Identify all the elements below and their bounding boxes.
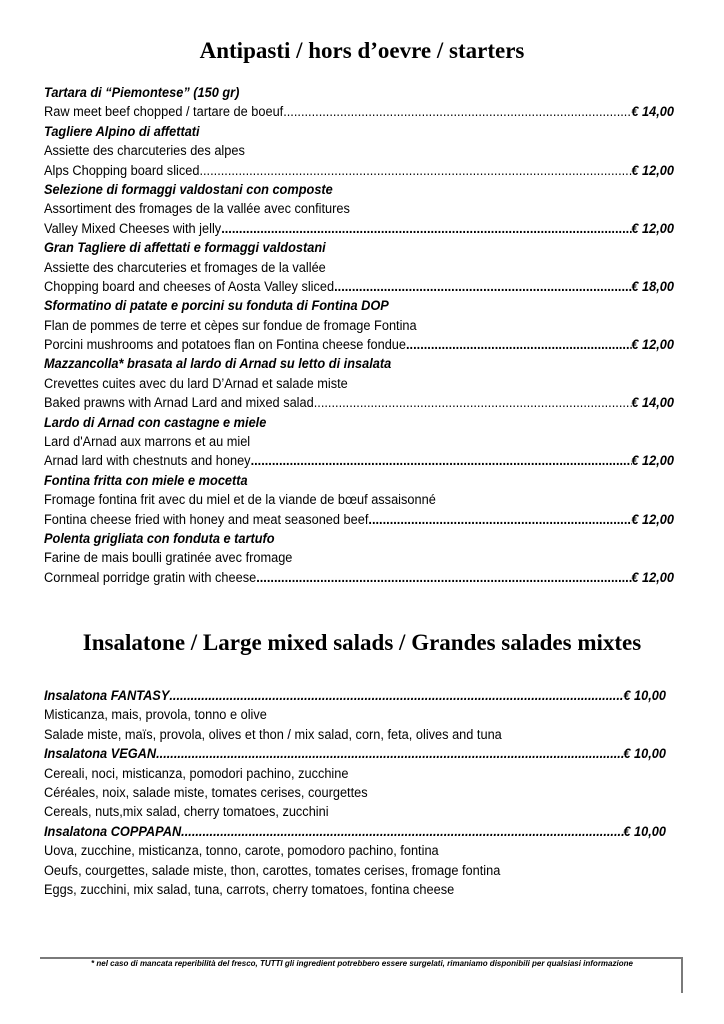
dish-price: € 12,00 <box>631 162 674 179</box>
dish-name: Lardo di Arnad con castagne e miele <box>44 414 267 431</box>
dot-leader <box>283 103 631 122</box>
dish-price-row <box>44 511 674 530</box>
dish-price-row <box>44 162 674 181</box>
antipasti-list <box>44 84 674 588</box>
dish-price-row <box>44 394 674 413</box>
dish-english: Porcini mushrooms and potatoes flan on Fontina cheese fondue <box>44 337 407 354</box>
salads-list <box>44 687 666 900</box>
salad-description: Eggs, zucchini, mix salad, tuna, carrots, cherry tomatoes, fontina cheese <box>44 881 455 898</box>
dish-name: Selezione di formaggi valdostani con composte <box>44 181 333 198</box>
dish-price-row <box>44 220 674 239</box>
dish-description: Farine de mais boulli gratinée avec fromage <box>44 550 293 567</box>
dot-leader <box>314 394 632 413</box>
dish-english: Chopping board and cheeses of Aosta Valley sliced <box>44 278 335 295</box>
dish-price: € 12,00 <box>631 453 674 470</box>
dot-leader <box>251 452 632 471</box>
dot-leader <box>199 162 631 181</box>
salad-price: € 10,00 <box>623 823 666 840</box>
dish-price-row <box>44 103 674 122</box>
dot-leader <box>256 569 631 588</box>
dot-leader <box>156 745 623 764</box>
dish-price-row <box>44 278 674 297</box>
dish-english: Valley Mixed Cheeses with jelly <box>44 220 222 237</box>
dish-description: Assiette des charcuteries et fromages de la vallée <box>44 259 326 276</box>
dish-description: Crevettes cuites avec du lard D’Arnad et salade miste <box>44 375 348 392</box>
dish-english: Raw meet beef chopped / tartare de boeuf <box>44 104 284 121</box>
dish-description: Assortiment des fromages de la vallée avec confitures <box>44 201 350 218</box>
dish-price-row <box>44 452 674 471</box>
dish-name: Polenta grigliata con fonduta e tartufo <box>44 530 275 547</box>
dish-name: Sformatino di patate e porcini su fonduta di Fontina DOP <box>44 298 389 315</box>
salad-price: € 10,00 <box>623 688 666 704</box>
dish-english: Arnad lard with chestnuts and honey <box>44 453 251 470</box>
dish-english: Baked prawns with Arnad Lard and mixed salad <box>44 395 314 412</box>
dot-leader <box>181 823 623 842</box>
salad-row <box>44 823 666 842</box>
dish-name: Tartara di “Piemontese” (150 gr) <box>44 85 240 101</box>
dish-description: Assiette des charcuteries des alpes <box>44 143 245 160</box>
dot-leader <box>334 278 631 297</box>
dish-price: € 18,00 <box>631 278 674 295</box>
salad-price: € 10,00 <box>623 746 666 763</box>
salads-title: Insalatone / Large mixed salads / Grandes salades mixtes <box>82 630 642 655</box>
salad-description: Misticanza, mais, provola, tonno e olive <box>44 707 267 724</box>
salad-row <box>44 745 666 764</box>
dish-price-row <box>44 569 674 588</box>
dish-price-row <box>44 336 674 355</box>
dish-description: Fromage fontina frit avec du miel et de la viande de bœuf assaisonné <box>44 492 436 509</box>
dish-price: € 14,00 <box>631 104 674 121</box>
salad-name: Insalatona FANTASY <box>44 688 170 704</box>
dish-price: € 12,00 <box>631 569 674 586</box>
dish-price: € 12,00 <box>631 511 674 528</box>
dish-name: Fontina fritta con miele e mocetta <box>44 472 248 489</box>
dot-leader <box>406 336 631 355</box>
salad-description: Céréales, noix, salade miste, tomates cerises, courgettes <box>44 784 368 801</box>
salad-name: Insalatona COPPAPAN <box>44 823 182 840</box>
dish-english: Cornmeal porridge gratin with cheese <box>44 569 257 586</box>
dish-price: € 12,00 <box>631 220 674 237</box>
dish-price: € 14,00 <box>631 395 674 412</box>
salad-description: Salade miste, maïs, provola, olives et thon / mix salad, corn, feta, olives and tuna <box>44 726 502 743</box>
dish-english: Fontina cheese fried with honey and meat seasoned beef <box>44 511 369 528</box>
antipasti-title: Antipasti / hors d’oevre / starters <box>199 38 525 63</box>
dish-name: Gran Tagliere di affettati e formaggi valdostani <box>44 240 326 257</box>
dish-price: € 12,00 <box>631 337 674 354</box>
salad-description: Cereals, nuts,mix salad, cherry tomatoes, zucchini <box>44 804 329 821</box>
dot-leader <box>221 220 631 239</box>
dot-leader <box>368 511 631 530</box>
footer-note: * nel caso di mancata reperibilità del fresco, TUTTI gli ingredient potrebbero essere surgelati, rimaniamo disponibili per qualsiasi informazione <box>91 959 633 968</box>
salad-name: Insalatona VEGAN <box>44 746 157 763</box>
salad-description: Uova, zucchine, misticanza, tonno, carote, pomodoro pachino, fontina <box>44 843 439 860</box>
dot-leader <box>169 687 623 706</box>
dish-name: Tagliere Alpino di affettati <box>44 123 200 140</box>
dish-name: Mazzancolla* brasata al lardo di Arnad su letto di insalata <box>44 356 392 373</box>
dish-english: Alps Chopping board sliced <box>44 162 200 179</box>
dish-description: Flan de pommes de terre et cèpes sur fondue de fromage Fontina <box>44 317 417 334</box>
salad-row <box>44 687 666 706</box>
salad-description: Cereali, noci, misticanza, pomodori pachino, zucchine <box>44 765 349 782</box>
salad-description: Oeufs, courgettes, salade miste, thon, carottes, tomates cerises, fromage fontina <box>44 862 501 879</box>
dish-description: Lard d'Arnad aux marrons et au miel <box>44 434 251 451</box>
